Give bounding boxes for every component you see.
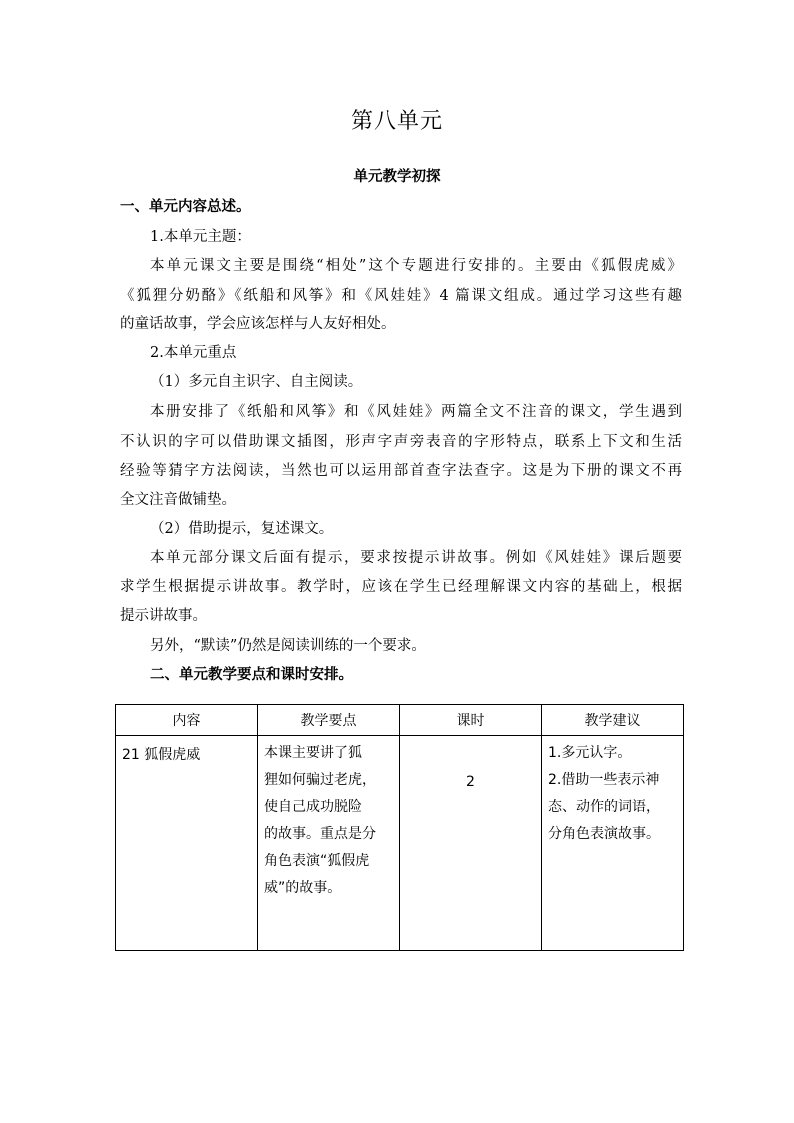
theme-line-2: 《狐狸分奶酪》《纸船和风筝》和《风娃娃》4 篇课文组成。通过学习这些有趣: [120, 288, 682, 304]
section2-heading: 二、单元教学要点和课时安排。: [150, 666, 353, 683]
focus1-line-4: 全文注音做铺垫。: [120, 492, 236, 508]
header-class-hours: 课时: [400, 705, 542, 736]
points-line: 本课主要讲了狐: [264, 745, 362, 761]
hours-cell: 2: [400, 736, 542, 951]
header-teaching-advice: 教学建议: [542, 705, 684, 736]
points-line: 使自己成功脱险: [264, 799, 362, 815]
advice-line: 分角色表演故事。: [548, 826, 660, 842]
header-teaching-points: 教学要点: [258, 705, 400, 736]
advice-cell: [542, 736, 684, 951]
points-line: 的故事。重点是分: [264, 826, 376, 842]
section-subtitle: 单元教学初探: [353, 168, 441, 185]
points-line: 狸如何骗过老虎，: [264, 772, 376, 788]
points-line: 角色表演“狐假虎: [264, 853, 370, 869]
focus-label: 2.本单元重点: [150, 345, 237, 361]
points-cell: [258, 736, 400, 951]
focus2-label: （2）借助提示，复述课文。: [150, 521, 334, 537]
extra-note: 另外，“默读”仍然是阅读训练的一个要求。: [150, 638, 426, 654]
focus1-label: （1）多元自主识字、自主阅读。: [150, 374, 363, 390]
focus1-line-2: 不认识的字可以借助课文插图，形声字声旁表音的字形特点，联系上下文和生活: [120, 434, 682, 450]
focus2-line-2: 求学生根据提示讲故事。教学时，应该在学生已经理解课文内容的基础上，根据: [120, 579, 682, 595]
advice-line: 2.借助一些表示神: [548, 772, 660, 788]
focus2-line-3: 提示讲故事。: [120, 608, 207, 624]
theme-label: 1.本单元主题：: [150, 229, 251, 245]
table-row: [116, 736, 684, 951]
lesson-plan-table: [115, 704, 684, 951]
focus1-line-3: 经验等猜字方法阅读，当然也可以运用部首查字法查字。这是为下册的课文不再: [120, 463, 682, 479]
page-title: 第八单元: [350, 109, 443, 134]
focus1-line-1: 本册安排了《纸船和风筝》和《风娃娃》两篇全文不注音的课文，学生遇到: [150, 404, 682, 420]
header-content: 内容: [116, 705, 258, 736]
focus2-line-1: 本单元部分课文后面有提示，要求按提示讲故事。例如《风娃娃》课后题要: [150, 550, 682, 566]
theme-line-1: 本单元课文主要是围绕“相处”这个专题进行安排的。主要由《狐假虎威》: [150, 258, 682, 274]
points-line: 威”的故事。: [264, 880, 342, 896]
advice-line: 态、动作的词语，: [548, 799, 660, 815]
theme-line-3: 的童话故事，学会应该怎样与人友好相处。: [120, 316, 396, 332]
table-header-row: [116, 705, 684, 736]
section1-heading: 一、单元内容总述。: [120, 198, 251, 215]
advice-line: 1.多元认字。: [548, 745, 632, 761]
lesson-cell: 21 狐假虎威: [116, 736, 258, 951]
